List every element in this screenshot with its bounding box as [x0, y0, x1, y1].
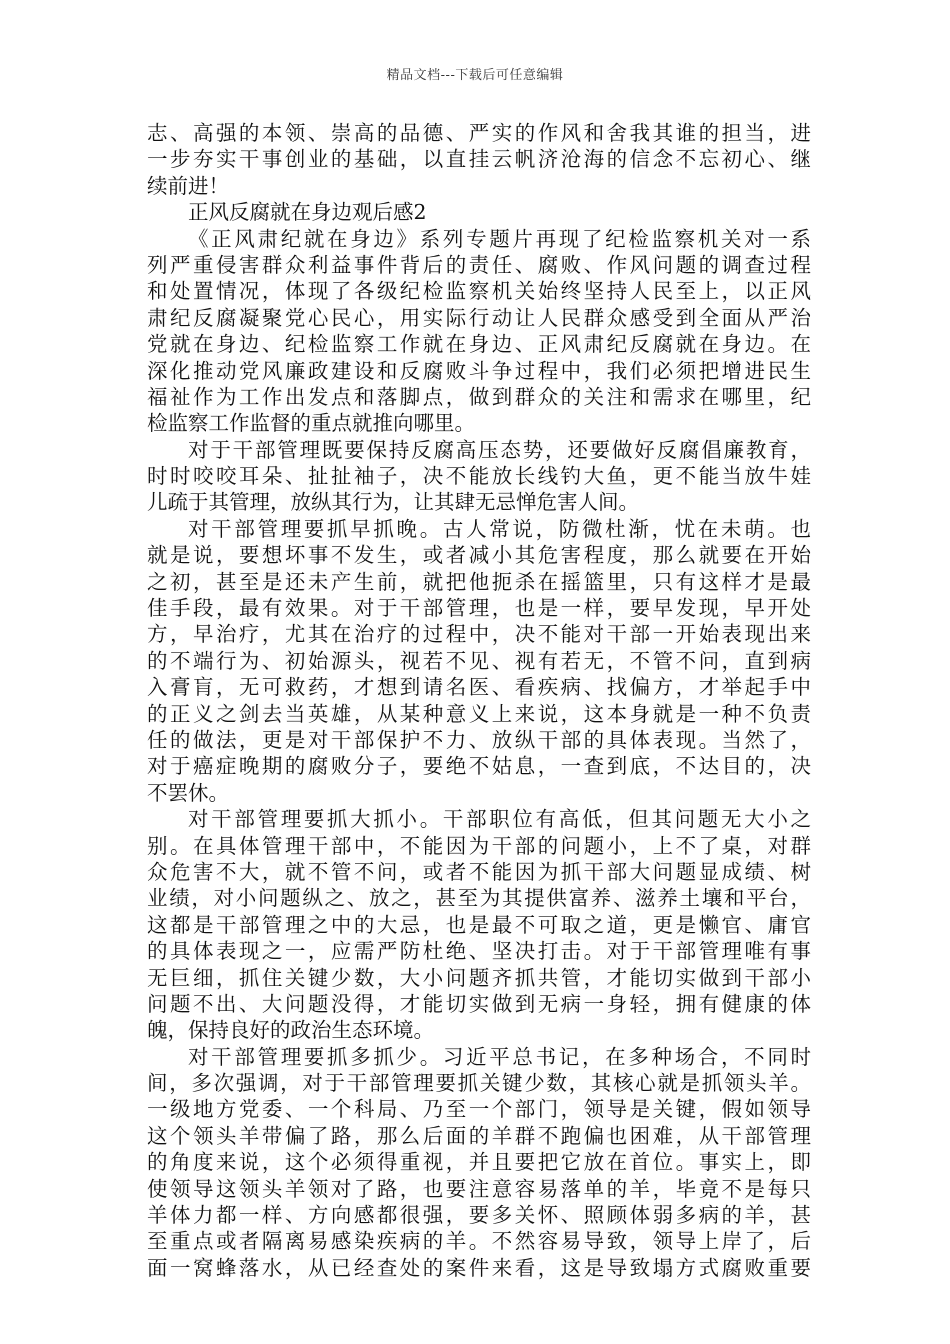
- text-line: 和处置情况，体现了各级纪检监察机关始终坚持人民至上，以正风: [147, 279, 811, 304]
- text-line: 对干部管理要抓多抓少。习近平总书记，在多种场合，不同时: [188, 1044, 811, 1069]
- text-line: 肃纪反腐凝聚党心民心，用实际行动让人民群众感受到全面从严治: [147, 305, 811, 330]
- text-line: 魄，保持良好的政治生态环境。: [147, 1018, 434, 1043]
- text-line: 就是说，要想坏事不发生，或者减小其危害程度，那么就要在开始: [147, 543, 811, 568]
- text-line: 的角度来说，这个必须得重视，并且要把它放在首位。事实上，即: [147, 1150, 811, 1175]
- text-line: 这个领头羊带偏了路，那么后面的羊群不跑偏也困难，从干部管理: [147, 1123, 811, 1148]
- text-line: 间，多次强调，对于干部管理要抓关键少数，其核心就是抓领头羊。: [147, 1071, 811, 1096]
- text-line: 不罢休。: [147, 780, 229, 805]
- text-line: 问题不出、大问题没得，才能切实做到无病一身轻，拥有健康的体: [147, 991, 811, 1016]
- text-line: 使领导这领头羊领对了路，也要注意容易落单的羊，毕竟不是每只: [147, 1176, 811, 1201]
- text-line: 方，早治疗，尤其在治疗的过程中，决不能对干部一开始表现出来: [147, 622, 811, 647]
- text-line: 的正义之剑去当英雄，从某种意义上来说，这本身就是一种不负责: [147, 701, 811, 726]
- text-line: 福祉作为工作出发点和落脚点，做到群众的关注和需求在哪里，纪: [147, 384, 811, 409]
- text-line: 对于癌症晚期的腐败分子，要绝不姑息，一查到底，不达目的，决: [147, 754, 811, 779]
- text-line: 别。在具体管理干部中，不能因为干部的问题小，上不了桌，对群: [147, 833, 811, 858]
- text-line: 正风反腐就在身边观后感2: [188, 200, 427, 225]
- text-line: 一级地方党委、一个科局、乃至一个部门，领导是关键，假如领导: [147, 1097, 811, 1122]
- text-line: 至重点或者隔离易感染疾病的羊。不然容易导致，领导上岸了，后: [147, 1229, 811, 1254]
- text-line: 列严重侵害群众利益事件背后的责任、腐败、作风问题的调查过程: [147, 252, 811, 277]
- text-line: 对于干部管理既要保持反腐高压态势，还要做好反腐倡廉教育，: [188, 437, 811, 462]
- text-line: 之初，甚至是还未产生前，就把他扼杀在摇篮里，只有这样才是最: [147, 569, 811, 594]
- page-header: 精品文档---下载后可任意编辑: [386, 68, 564, 83]
- text-line: 无巨细，抓住关键少数，大小问题齐抓共管，才能切实做到干部小: [147, 965, 811, 990]
- text-line: 众危害不大，就不管不问，或者不能因为抓干部大问题显成绩、树: [147, 859, 811, 884]
- text-line: 业绩，对小问题纵之、放之，甚至为其提供富养、滋养土壤和平台，: [147, 886, 811, 911]
- text-line: 的不端行为、初始源头，视若不见、视有若无，不管不问，直到病: [147, 648, 811, 673]
- text-line: 儿疏于其管理，放纵其行为，让其肆无忌惮危害人间。: [147, 490, 639, 515]
- text-line: 志、高强的本领、崇高的品德、严实的作风和舍我其谁的担当，进: [147, 121, 811, 145]
- text-line: 面一窝蜂落水，从已经查处的案件来看，这是导致塌方式腐败重要: [147, 1255, 811, 1280]
- text-line: 的具体表现之一，应需严防杜绝、坚决打击。对于干部管理唯有事: [147, 939, 811, 964]
- text-line: 任的做法，更是对干部保护不力、放纵干部的具体表现。当然了，: [147, 727, 811, 752]
- text-line: 党就在身边、纪检监察工作就在身边、正风肃纪反腐就在身边。在: [147, 332, 811, 357]
- text-line: 检监察工作监督的重点就推向哪里。: [147, 411, 475, 436]
- text-line: 一步夯实干事创业的基础，以直挂云帆济沧海的信念不忘初心、继: [147, 147, 811, 172]
- text-line: 入膏肓，无可救药，才想到请名医、看疾病、找偏方，才举起手中: [147, 675, 811, 700]
- text-line: 续前进！: [147, 173, 229, 198]
- text-line: 对干部管理要抓早抓晚。古人常说，防微杜渐，忧在未萌。也: [188, 516, 811, 541]
- text-line: 《正风肃纪就在身边》系列专题片再现了纪检监察机关对一系: [188, 226, 811, 251]
- text-line: 佳手段，最有效果。对于干部管理，也是一样，要早发现，早开处: [147, 596, 811, 621]
- text-line: 这都是干部管理之中的大忌，也是最不可取之道，更是懒官、庸官: [147, 912, 811, 937]
- text-line: 对干部管理要抓大抓小。干部职位有高低，但其问题无大小之: [188, 807, 811, 832]
- text-line: 时时咬咬耳朵、扯扯袖子，决不能放长线钓大鱼，更不能当放牛娃: [147, 464, 811, 489]
- text-line: 深化推动党风廉政建设和反腐败斗争过程中，我们必须把增进民生: [147, 358, 811, 383]
- text-line: 羊体力都一样、方向感都很强，要多关怀、照顾体弱多病的羊，甚: [147, 1203, 811, 1228]
- document-body: [147, 120, 811, 1281]
